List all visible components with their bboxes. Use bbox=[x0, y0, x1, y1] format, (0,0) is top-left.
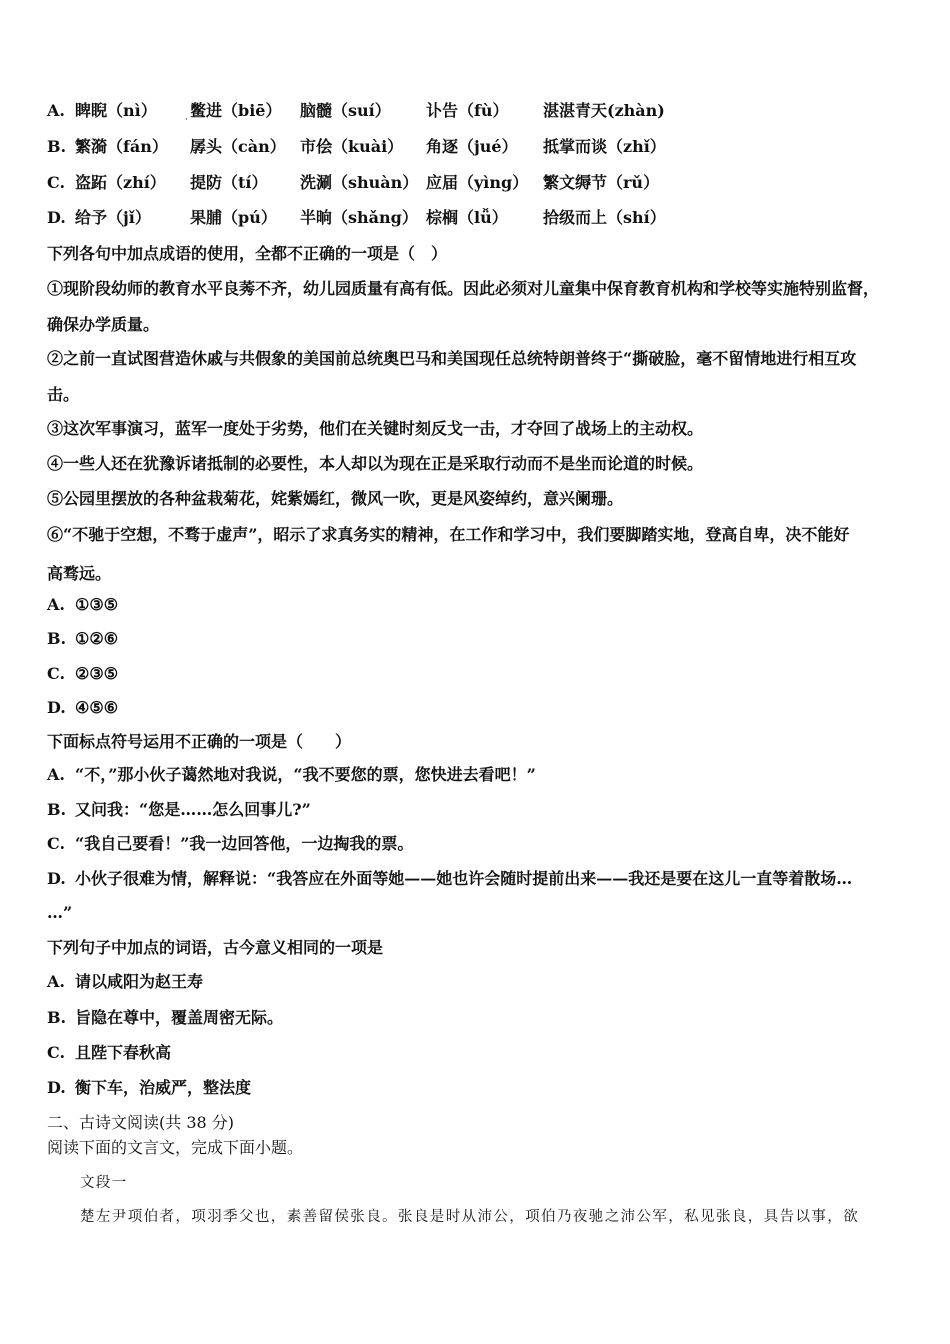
q1-item: 半晌（shǎng） bbox=[300, 208, 418, 227]
q4-option-text: 请以咸阳为赵王寿 bbox=[75, 972, 204, 991]
q1-option-label: A. bbox=[47, 101, 65, 120]
q1-item: 提防（tí） bbox=[190, 173, 268, 192]
q1-item: 盗跖（zhí） bbox=[75, 173, 166, 192]
q1-item: 应届（yìng） bbox=[426, 173, 529, 192]
q2-option-text: ①③⑤ bbox=[75, 595, 119, 614]
q4-option-text: 衡下车，治威严，整法度 bbox=[75, 1078, 252, 1097]
q2-sentence-line: 确保办学质量。 bbox=[47, 315, 160, 334]
passage-label: 文段一 bbox=[80, 1175, 128, 1191]
q1-option-label: D. bbox=[47, 208, 66, 227]
q1-item: 繁文缛节（rǔ） bbox=[543, 173, 660, 192]
section-title: 二、古诗文阅读(共 38 分) bbox=[47, 1113, 235, 1132]
q2-sentence-line: ④一些人还在犹豫诉诸抵制的必要性，本人却以为现在正是采取行动而不是坐而论道的时候。 bbox=[47, 454, 704, 473]
q1-item: 睥睨（nì） bbox=[75, 101, 157, 120]
q2-sentence-line: ①现阶段幼师的教育水平良莠不齐，幼儿园质量有高有低。因此必须对儿童集中保育教育机构和学校等实施特别监督， bbox=[47, 279, 880, 298]
q4-option-text: 旨隐在尊中，覆盖周密无际。 bbox=[75, 1008, 284, 1027]
q1-item: 角逐（jué） bbox=[426, 137, 518, 156]
q3-option-text: “我自己要看！”我一边回答他，一边掏我的票。 bbox=[75, 834, 414, 853]
q3-option-text: 小伙子很难为情，解释说：“我答应在外面等她——她也许会随时提前出来——我还是要在这儿一直等着散场… bbox=[75, 869, 853, 888]
q1-item: 市侩（kuài） bbox=[300, 137, 404, 156]
q1-item: 鳖进（biē） bbox=[190, 101, 282, 120]
q3-option-label: C. bbox=[47, 834, 66, 853]
q3-option-text: “不，”那小伙子蔼然地对我说，“我不要您的票，您快进去看吧！” bbox=[75, 765, 536, 784]
q1-option-label: C. bbox=[47, 173, 66, 192]
passage-text: 楚左尹项伯者，项羽季父也，素善留侯张良。张良是时从沛公，项伯乃夜驰之沛公军，私见张良，具告以事，欲 bbox=[80, 1209, 860, 1225]
q4-option-text: 且陛下春秋高 bbox=[75, 1043, 172, 1062]
q4-option-label: B. bbox=[47, 1008, 67, 1027]
q3-option-label: A. bbox=[47, 765, 65, 784]
q2-stem: 下列各句中加点成语的使用，全都不正确的一项是（ ） bbox=[47, 244, 448, 263]
q2-sentence-line: ②之前一直试图营造休戚与共假象的美国前总统奥巴马和美国现任总统特朗普终于“撕破脸，毫不留情地进行相互攻 bbox=[47, 349, 857, 368]
q2-sentence-line: ⑥“不驰于空想，不骛于虚声”，昭示了求真务实的精神，在工作和学习中，我们要脚踏实地，登高自卑，决不能好 bbox=[47, 525, 850, 544]
q1-item: 抵掌而谈（zhǐ） bbox=[543, 137, 666, 156]
q1-item: 给予（jǐ） bbox=[75, 208, 151, 227]
q1-item: 讣告（fù） bbox=[426, 101, 509, 120]
emphasis-dot: · bbox=[185, 115, 188, 125]
q3-option-continuation: …” bbox=[47, 903, 73, 922]
section-instruction: 阅读下面的文言文，完成下面小题。 bbox=[47, 1138, 304, 1157]
q4-option-label: A. bbox=[47, 972, 65, 991]
q4-option-label: D. bbox=[47, 1078, 66, 1097]
q2-sentence-line: 高骛远。 bbox=[47, 564, 112, 583]
q1-item: 果脯（pú） bbox=[190, 208, 277, 227]
q4-option-label: C. bbox=[47, 1043, 66, 1062]
q1-item: 棕榈（lǚ） bbox=[426, 208, 508, 227]
q1-item: 拾级而上（shí） bbox=[543, 208, 666, 227]
q3-stem: 下面标点符号运用不正确的一项是（ ） bbox=[47, 732, 352, 751]
q1-option-label: B. bbox=[47, 137, 67, 156]
q3-option-text: 又问我：“您是……怎么回事儿?” bbox=[75, 800, 311, 819]
q3-option-label: B. bbox=[47, 800, 67, 819]
q2-option-text: ①②⑥ bbox=[75, 629, 119, 648]
q2-option-label: C. bbox=[47, 664, 66, 683]
q1-item: 洗涮（shuàn） bbox=[300, 173, 419, 192]
q1-item: 繁漪（fán） bbox=[75, 137, 168, 156]
q1-item: 脑髓（suí） bbox=[300, 101, 391, 120]
q2-option-label: B. bbox=[47, 629, 67, 648]
q4-stem: 下列句子中加点的词语，古今意义相同的一项是 bbox=[47, 938, 384, 957]
q2-option-text: ④⑤⑥ bbox=[75, 698, 119, 717]
q2-sentence-line: ③这次军事演习，蓝军一度处于劣势，他们在关键时刻反戈一击，才夺回了战场上的主动权。 bbox=[47, 419, 704, 438]
q2-option-label: A. bbox=[47, 595, 65, 614]
q3-option-label: D. bbox=[47, 869, 66, 888]
q2-sentence-line: ⑤公园里摆放的各种盆栽菊花，姹紫嫣红，微风一吹，更是风姿绰约，意兴阑珊。 bbox=[47, 489, 624, 508]
q1-item: 孱头（càn） bbox=[190, 137, 286, 156]
q1-item: 湛湛青天(zhàn) bbox=[543, 101, 665, 120]
q2-option-label: D. bbox=[47, 698, 66, 717]
q2-sentence-line: 击。 bbox=[47, 385, 80, 404]
q2-option-text: ②③⑤ bbox=[75, 664, 119, 683]
